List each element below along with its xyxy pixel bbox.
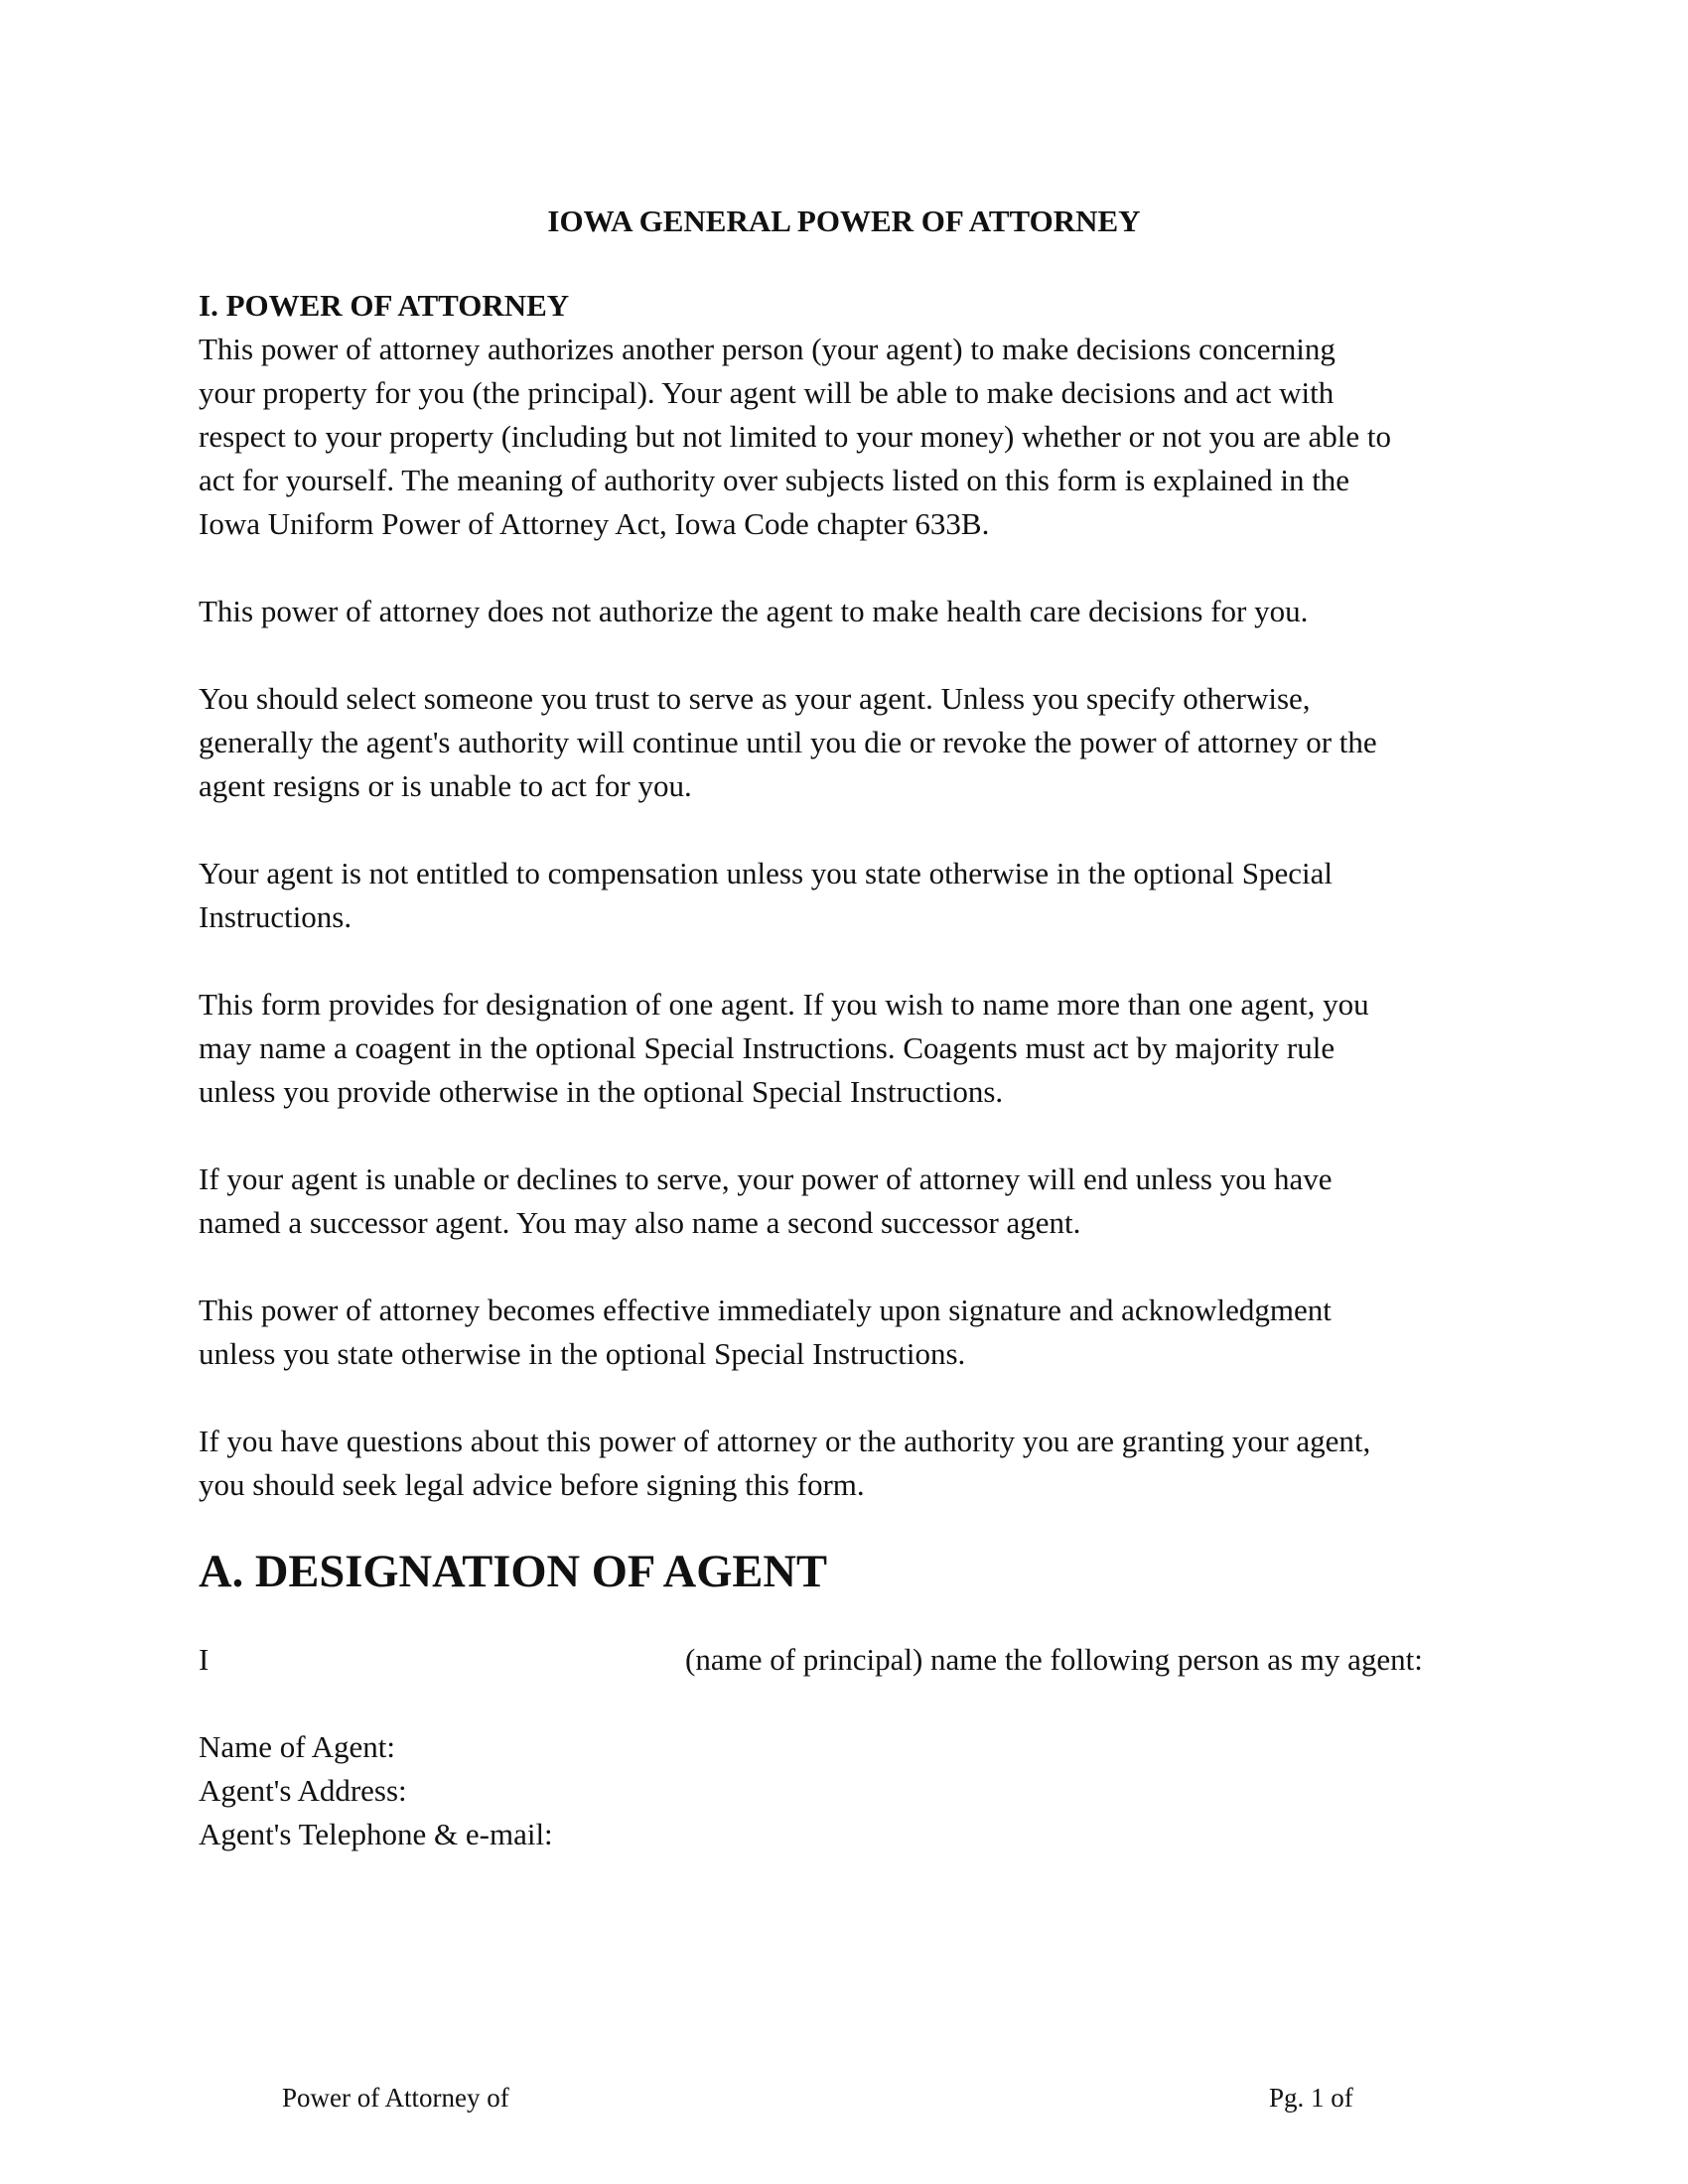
- agent-contact-label: Agent's Telephone & e-mail:: [199, 1817, 553, 1851]
- paragraph-effective: [199, 1289, 1489, 1376]
- text-line: Your agent is not entitled to compensation unless you state otherwise in the optional Special: [199, 856, 1333, 890]
- text-line: may name a coagent in the optional Special Instructions. Coagents must act by majority rule: [199, 1030, 1336, 1065]
- text-line: This power of attorney does not authorize the agent to make health care decisions for you.: [199, 594, 1309, 628]
- text-line: act for yourself. The meaning of authority over subjects listed on this form is explained in the: [199, 463, 1350, 497]
- text-line: This form provides for designation of one agent. If you wish to name more than one agent, you: [199, 987, 1369, 1022]
- paragraph-compensation: [199, 852, 1489, 939]
- paragraph-coagent: [199, 983, 1489, 1114]
- text-line: This power of attorney authorizes another person (your agent) to make decisions concerning: [199, 332, 1336, 366]
- footer-document-owner: Power of Attorney of: [282, 2083, 509, 2113]
- principal-statement: [199, 1638, 1489, 1682]
- text-line: named a successor agent. You may also name a second successor agent.: [199, 1205, 1081, 1240]
- text-line: your property for you (the principal). Your agent will be able to make decisions and act with: [199, 375, 1335, 410]
- principal-prefix: I: [199, 1642, 210, 1677]
- text-line: Instructions.: [199, 899, 352, 934]
- text-line: This power of attorney becomes effective immediately upon signature and acknowledgment: [199, 1293, 1332, 1327]
- paragraph-legal-advice: [199, 1420, 1489, 1507]
- paragraph-health-care: [199, 590, 1489, 633]
- text-line: you should seek legal advice before signing this form.: [199, 1467, 865, 1502]
- text-line: Iowa Uniform Power of Attorney Act, Iowa Code chapter 633B.: [199, 506, 990, 541]
- text-line: If your agent is unable or declines to serve, your power of attorney will end unless you have: [199, 1161, 1333, 1196]
- document-title: IOWA GENERAL POWER OF ATTORNEY: [547, 204, 1141, 238]
- section-heading-power-of-attorney: I. POWER OF ATTORNEY: [199, 288, 570, 323]
- agent-address-label: Agent's Address:: [199, 1773, 407, 1808]
- text-line: respect to your property (including but not limited to your money) whether or not you are able to: [199, 419, 1391, 454]
- text-line: generally the agent's authority will continue until you die or revoke the power of attorney or the: [199, 725, 1377, 759]
- paragraph-intro: [199, 328, 1489, 546]
- paragraph-successor: [199, 1158, 1489, 1245]
- agent-name-label: Name of Agent:: [199, 1729, 396, 1764]
- principal-suffix: (name of principal) name the following person as my agent:: [685, 1642, 1423, 1677]
- paragraph-select-agent: [199, 677, 1489, 808]
- section-heading-designation-of-agent: A. DESIGNATION OF AGENT: [199, 1547, 828, 1597]
- text-line: You should select someone you trust to serve as your agent. Unless you specify otherwise,: [199, 681, 1311, 716]
- text-line: If you have questions about this power of attorney or the authority you are granting your agent,: [199, 1424, 1371, 1458]
- footer-page-number: Pg. 1 of: [1269, 2083, 1353, 2113]
- document-body: [199, 284, 1489, 1856]
- text-line: unless you provide otherwise in the optional Special Instructions.: [199, 1074, 1004, 1109]
- text-line: agent resigns or is unable to act for you.: [199, 768, 692, 803]
- text-line: unless you state otherwise in the optional Special Instructions.: [199, 1336, 966, 1371]
- agent-fields: [199, 1725, 1489, 1856]
